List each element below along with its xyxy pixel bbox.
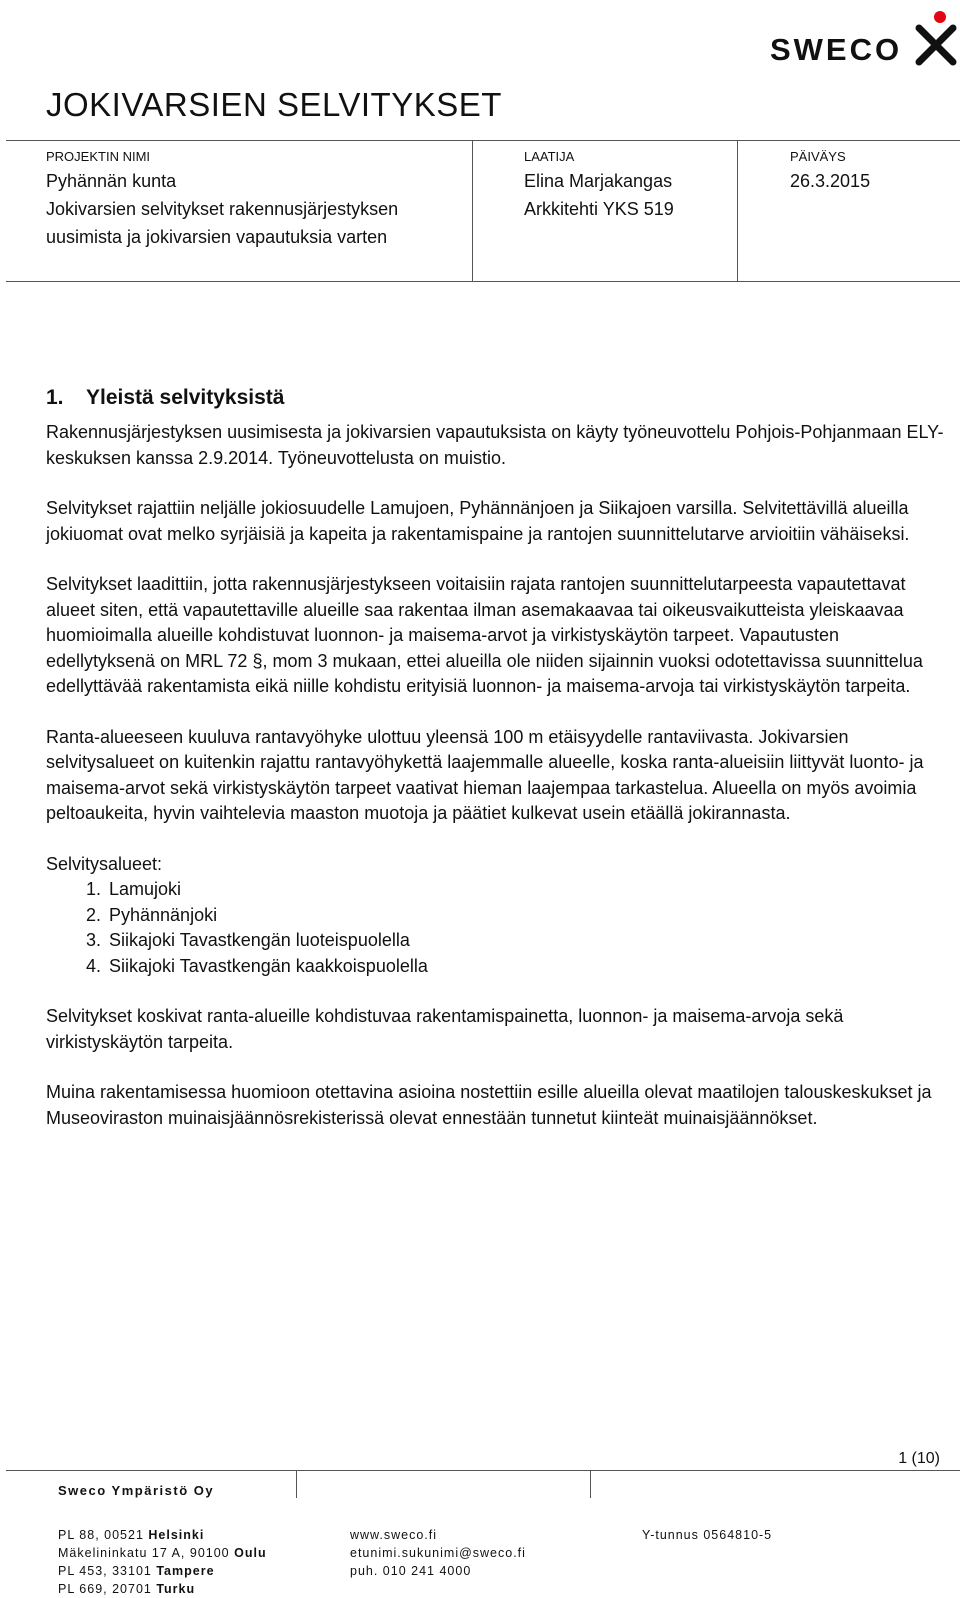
header-bottom-rule	[6, 281, 960, 282]
section-body	[46, 420, 946, 1156]
date-label: PÄIVÄYS	[790, 149, 846, 164]
sweco-logo	[770, 8, 960, 68]
section-number: 1.	[46, 386, 64, 409]
project-name: Pyhännän kunta Jokivarsien selvitykset rakennusjärjestyksen uusimista ja jokivarsien vapautuksia varten	[46, 171, 399, 247]
paragraph: Muina rakentamisessa huomioon otettavina asioina nostettiin esille alueilla olevat maatilojen talouskeskukset ja Museoviraston muinaisjäännösrekisterissä olevat ennestään tunnetut kiinteät muinaisjäännökset.	[46, 1082, 932, 1128]
address-line: PL 88, 00521 Helsinki	[58, 1528, 205, 1542]
email-link[interactable]: etunimi.sukunimi@sweco.fi	[350, 1546, 526, 1560]
paragraph: Selvitykset laadittiin, jotta rakennusjärjestykseen voitaisiin rajata rantojen suunnittelutarpeesta vapautettavat alueet siten, että vapautettaville alueille saa rakentaa ilman asemakaavaa tai oikeusvaikutteista yleiskaavaa huomioimalla alueille kohdistuvat luonnon- ja maisema-arvot ja virkistyskäytön tarpeet. Vapautusten edellytyksenä on MRL 72 §, mom 3 mukaan, ettei alueilla ole niiden sijainnin vuoksi odotettavissa suunnittelua edellyttävää rakentamista eikä niille kohdistu erityisiä luonnon- ja maisema-arvoja tai virkistyskäytön tarpeita.	[46, 574, 923, 696]
paragraph: Selvitykset koskivat ranta-alueille kohdistuvaa rakentamispainetta, luonnon- ja maisema-arvoja sekä virkistyskäytön tarpeita.	[46, 1006, 844, 1052]
author: Elina Marjakangas Arkkitehti YKS 519	[524, 171, 674, 219]
phone-number: puh. 010 241 4000	[350, 1564, 472, 1578]
address-line: PL 453, 33101 Tampere	[58, 1564, 215, 1578]
list-item: 3. Siikajoki Tavastkengän luoteispuolella	[106, 928, 946, 954]
footer-rule	[6, 1470, 960, 1471]
section-title: Yleistä selvityksistä	[86, 386, 285, 409]
website-link[interactable]: www.sweco.fi	[350, 1528, 438, 1542]
footer-divider	[296, 1470, 297, 1498]
footer-business-id: Y-tunnus 0564810-5	[642, 1528, 773, 1542]
author-label: LAATIJA	[524, 149, 575, 164]
list-item: 2. Pyhännänjoki	[106, 903, 946, 929]
address-line: Mäkelininkatu 17 A, 90100 Oulu	[58, 1546, 267, 1560]
footer-contacts	[350, 1526, 526, 1580]
document-title: JOKIVARSIEN SELVITYKSET	[46, 86, 502, 123]
address-line: PL 669, 20701 Turku	[58, 1582, 196, 1596]
section-heading	[46, 386, 284, 410]
page-number: 1 (10)	[898, 1450, 940, 1467]
header-column-divider	[737, 140, 738, 282]
sweco-logo-icon	[912, 8, 960, 68]
list-item: 4. Siikajoki Tavastkengän kaakkoispuolella	[106, 954, 946, 980]
header-top-rule	[6, 140, 960, 141]
footer-addresses	[58, 1526, 267, 1598]
list-heading: Selvitysalueet:	[46, 853, 163, 874]
survey-area-list	[46, 877, 946, 979]
header-column-divider	[472, 140, 473, 282]
logo-wordmark: SWECO	[770, 32, 903, 67]
footer-company: Sweco Ympäristö Oy	[58, 1483, 215, 1498]
paragraph: Ranta-alueeseen kuuluva rantavyöhyke ulottuu yleensä 100 m etäisyydelle rantaviivasta. Jokivarsien selvitysalueet on kuitenkin rajattu rantavyöhykettä laajemmalle alueelle, koska ranta-alueisiin liittyvät luonto- ja maisema-arvot sekä virkistyskäytön tarpeet vaativat hieman laajempaa tarkastelua. Alueella on myös avoimia peltoaukeita, hyvin vaihtelevia maaston muotoja ja päätiet kulkevat usein etäällä jokirannasta.	[46, 726, 924, 823]
document-date: 26.3.2015	[790, 171, 871, 191]
list-item: 1. Lamujoki	[106, 877, 946, 903]
paragraph: Rakennusjärjestyksen uusimisesta ja jokivarsien vapautuksista on käyty työneuvottelu Pohjois-Pohjanmaan ELY-keskuksen kanssa 2.9.2014. Työneuvottelusta on muistio.	[46, 422, 944, 468]
project-label: PROJEKTIN NIMI	[46, 149, 151, 164]
footer-divider	[590, 1470, 591, 1498]
paragraph: Selvitykset rajattiin neljälle jokiosuudelle Lamujoen, Pyhännänjoen ja Siikajoen varsilla. Selvitettävillä alueilla jokiuomat ovat melko syrjäisiä ja kapeita ja rakentamispaine ja rantojen suunnittelutarve arvioitiin vähäiseksi.	[46, 498, 910, 544]
